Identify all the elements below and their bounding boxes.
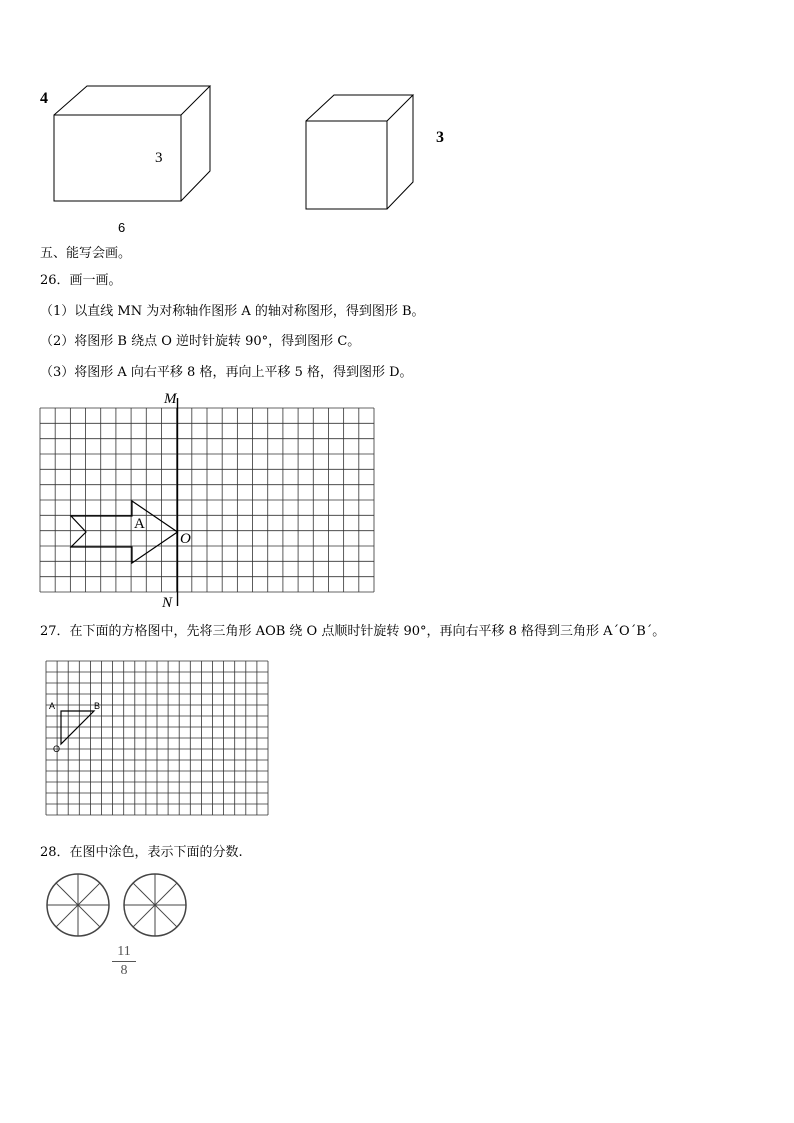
q28-text: 28．在图中涂色，表示下面的分数. bbox=[40, 845, 243, 860]
label-m: M bbox=[164, 391, 177, 407]
q27-grid[interactable] bbox=[46, 661, 270, 817]
fraction-circles[interactable] bbox=[0, 860, 260, 950]
q26-title: 26．画一画。 bbox=[40, 273, 122, 288]
q27-label-o: O bbox=[53, 744, 61, 754]
cuboid-width-label: 6 bbox=[118, 220, 126, 235]
cuboid-depth-label: 3 bbox=[155, 150, 163, 166]
section-title: 五、能写会画。 bbox=[40, 246, 132, 261]
q26-task-3: （3）将图形 A 向右平移 8 格，再向上平移 5 格，得到图形 D。 bbox=[40, 365, 413, 380]
q27-text: 27．在下面的方格图中，先将三角形 AOB 绕 O 点顺时针旋转 90°，再向右平移 8 格得到三角形 A´O´B´。 bbox=[40, 624, 666, 639]
fraction-denominator: 8 bbox=[120, 963, 128, 978]
q26-task-2: （2）将图形 B 绕点 O 逆时针旋转 90°，得到图形 C。 bbox=[40, 334, 361, 349]
q27-label-a: A bbox=[49, 701, 56, 711]
q27-label-b: B bbox=[94, 701, 101, 711]
label-a: A bbox=[134, 516, 145, 532]
fraction-bar bbox=[112, 961, 136, 962]
label-o: O bbox=[180, 531, 191, 547]
cuboid-height-label: 4 bbox=[40, 90, 48, 107]
cube-figure bbox=[0, 0, 794, 250]
cube-edge-label: 3 bbox=[436, 129, 444, 146]
q26-task-1: （1）以直线 MN 为对称轴作图形 A 的轴对称图形，得到图形 B。 bbox=[40, 304, 425, 319]
label-n: N bbox=[162, 595, 173, 611]
fraction-numerator: 11 bbox=[117, 944, 131, 959]
fraction bbox=[112, 944, 136, 979]
q26-grid[interactable] bbox=[40, 408, 376, 594]
